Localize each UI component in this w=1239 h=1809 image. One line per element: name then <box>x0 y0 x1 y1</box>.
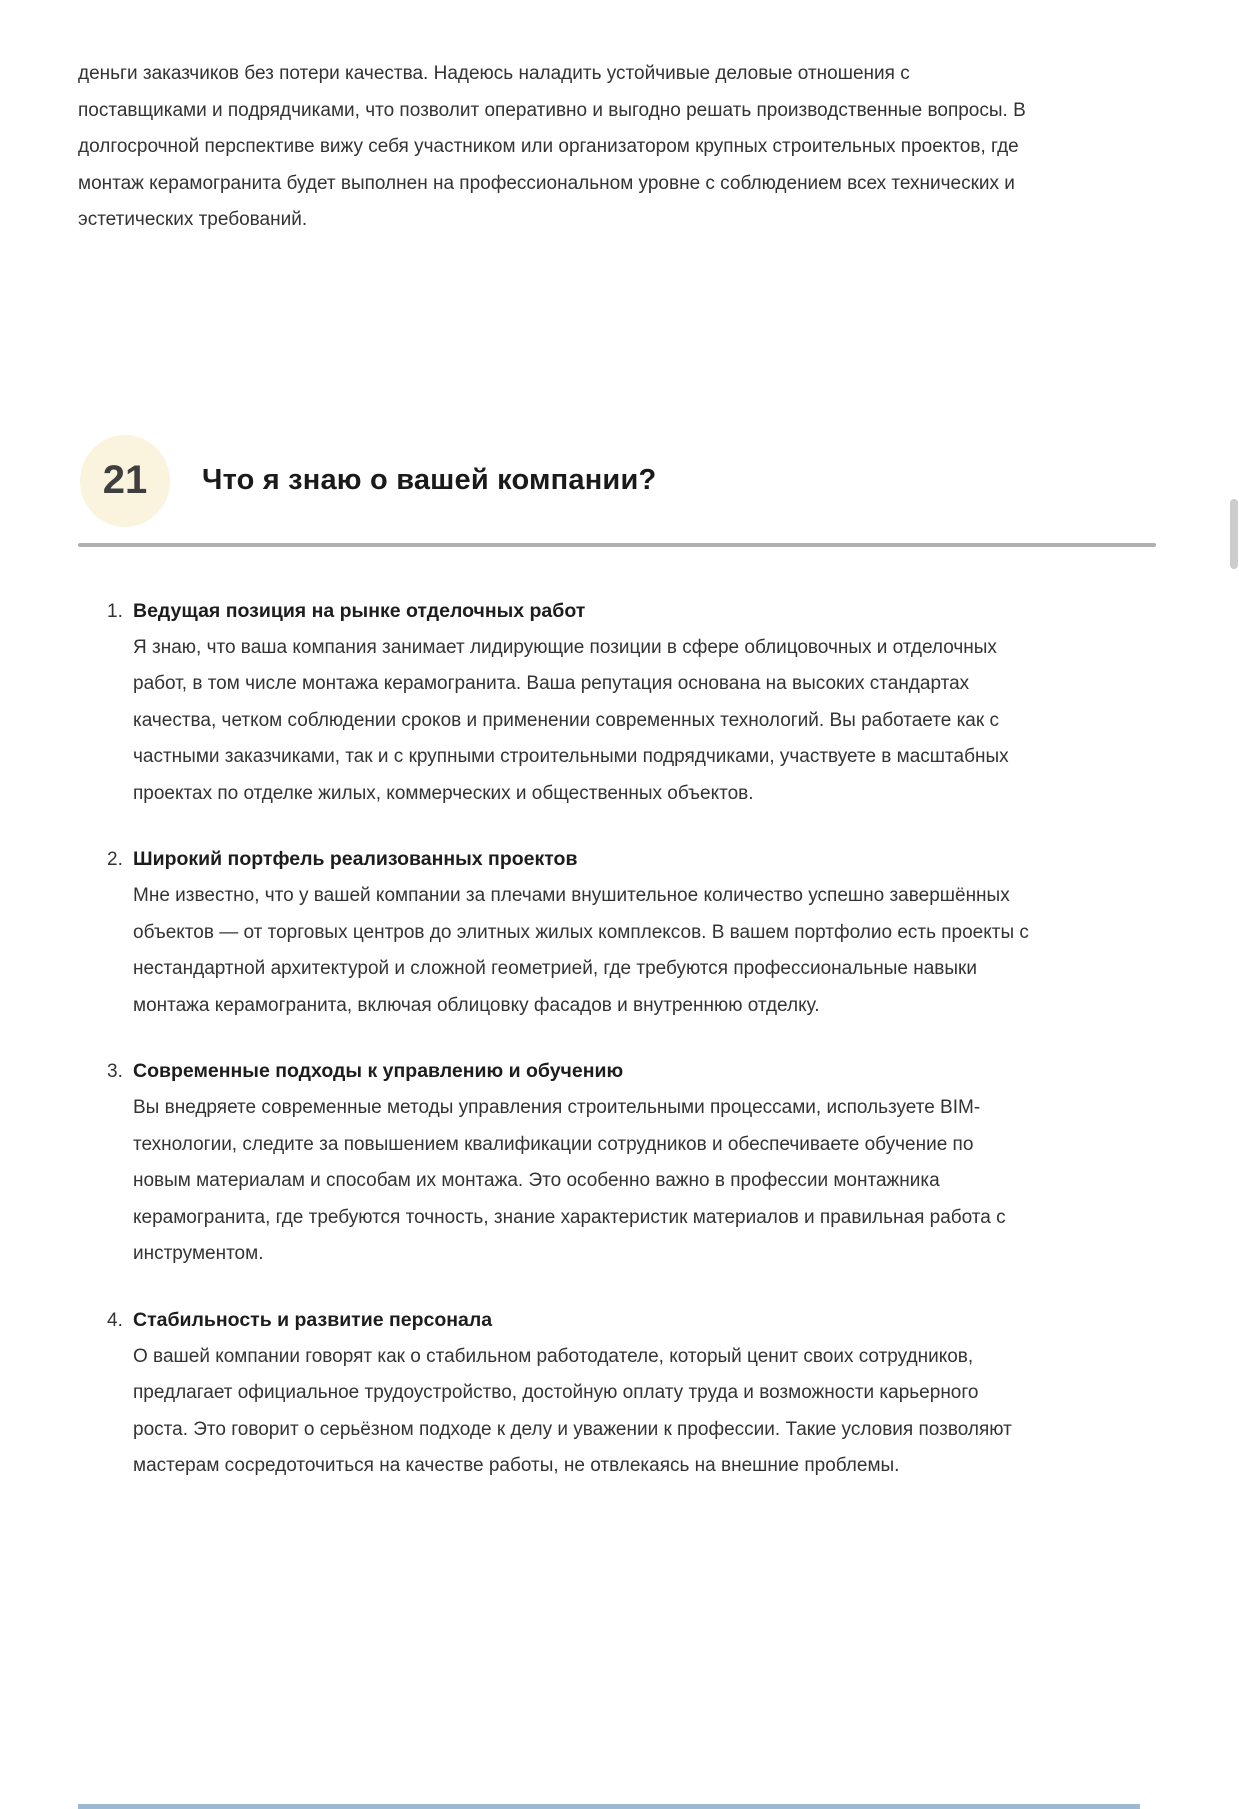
list-item-number: 2. <box>107 849 123 870</box>
list-item-title: Широкий портфель реализованных проектов <box>133 848 578 870</box>
list-item-title: Стабильность и развитие персонала <box>133 1308 493 1331</box>
list-item-content <box>133 593 1033 813</box>
list-item <box>107 593 1239 813</box>
section-divider <box>78 543 1156 547</box>
question-number-badge <box>80 435 170 527</box>
list-item-title: Ведущая позиция на рынке отделочных работ <box>133 599 586 622</box>
list-item-body: Мне известно, что у вашей компании за плечами внушительное количество успешно завершённых объектов — от торговых центров до элитных жилых комплексов. В вашем портфолио есть проекты с нестандартной архитектурой и сложной геометрией, где требуются профессиональные навыки монтажа керамогранита, включая облицовку фасадов и внутреннюю отделку. <box>133 885 1029 1016</box>
list-item-content <box>133 1053 1033 1273</box>
list-item <box>107 841 1239 1024</box>
answer-list <box>107 593 1239 1485</box>
list-item-content <box>133 841 1033 1024</box>
list-item-body: О вашей компании говорят как о стабильном работодателе, который ценит своих сотрудников, предлагает официальное трудоустройство, достойную оплату труда и возможности карьерного роста. Это говорит о серьёзном подходе к делу и уважении к профессии. Такие условия позволяют мастерам сосредоточиться на качестве работы, не отвлекаясь на внешние проблемы. <box>133 1345 1012 1476</box>
scrollbar-thumb[interactable] <box>1230 499 1238 569</box>
list-item-number: 3. <box>107 1061 123 1082</box>
question-title: Что я знаю о вашей компании? <box>202 464 657 496</box>
list-item-number: 4. <box>107 1309 123 1331</box>
intro-paragraph: деньги заказчиков без потери качества. Надеюсь наладить устойчивые деловые отношения с поставщиками и подрядчиками, что позволит оперативно и выгодно решать производственные вопросы. В долгосрочной перспективе вижу себя участником или организатором крупных строительных проектов, где монтаж керамогранита будет выполнен на профессиональном уровне с соблюдением всех технических и эстетических требований. <box>78 63 1026 230</box>
next-section-accent-line <box>78 1804 1140 1809</box>
list-item-title: Современные подходы к управлению и обучению <box>133 1060 624 1082</box>
list-item-number: 1. <box>107 600 123 622</box>
list-item-content <box>133 1302 1033 1485</box>
list-item-body: Вы внедряете современные методы управления строительными процессами, используете BIM-технологии, следите за повышением квалификации сотрудников и обеспечиваете обучение по новым материалам и способам их монтажа. Это особенно важно в профессии монтажника керамогранита, где требуются точность, знание характеристик материалов и правильная работа с инструментом. <box>133 1097 1006 1264</box>
question-number: 21 <box>102 458 148 502</box>
list-item <box>107 1302 1239 1485</box>
list-item-body: Я знаю, что ваша компания занимает лидирующие позиции в сфере облицовочных и отделочных работ, в том числе монтажа керамогранита. Ваша репутация основана на высоких стандартах качества, четком соблюдении сроков и применении современных технологий. Вы работаете как с частными заказчиками, так и с крупными строительными подрядчиками, участвуете в масштабных проектах по отделке жилых, коммерческих и общественных объектов. <box>133 636 1009 804</box>
document-page <box>0 56 1239 1809</box>
list-item <box>107 1053 1239 1273</box>
section-header <box>80 435 1239 527</box>
